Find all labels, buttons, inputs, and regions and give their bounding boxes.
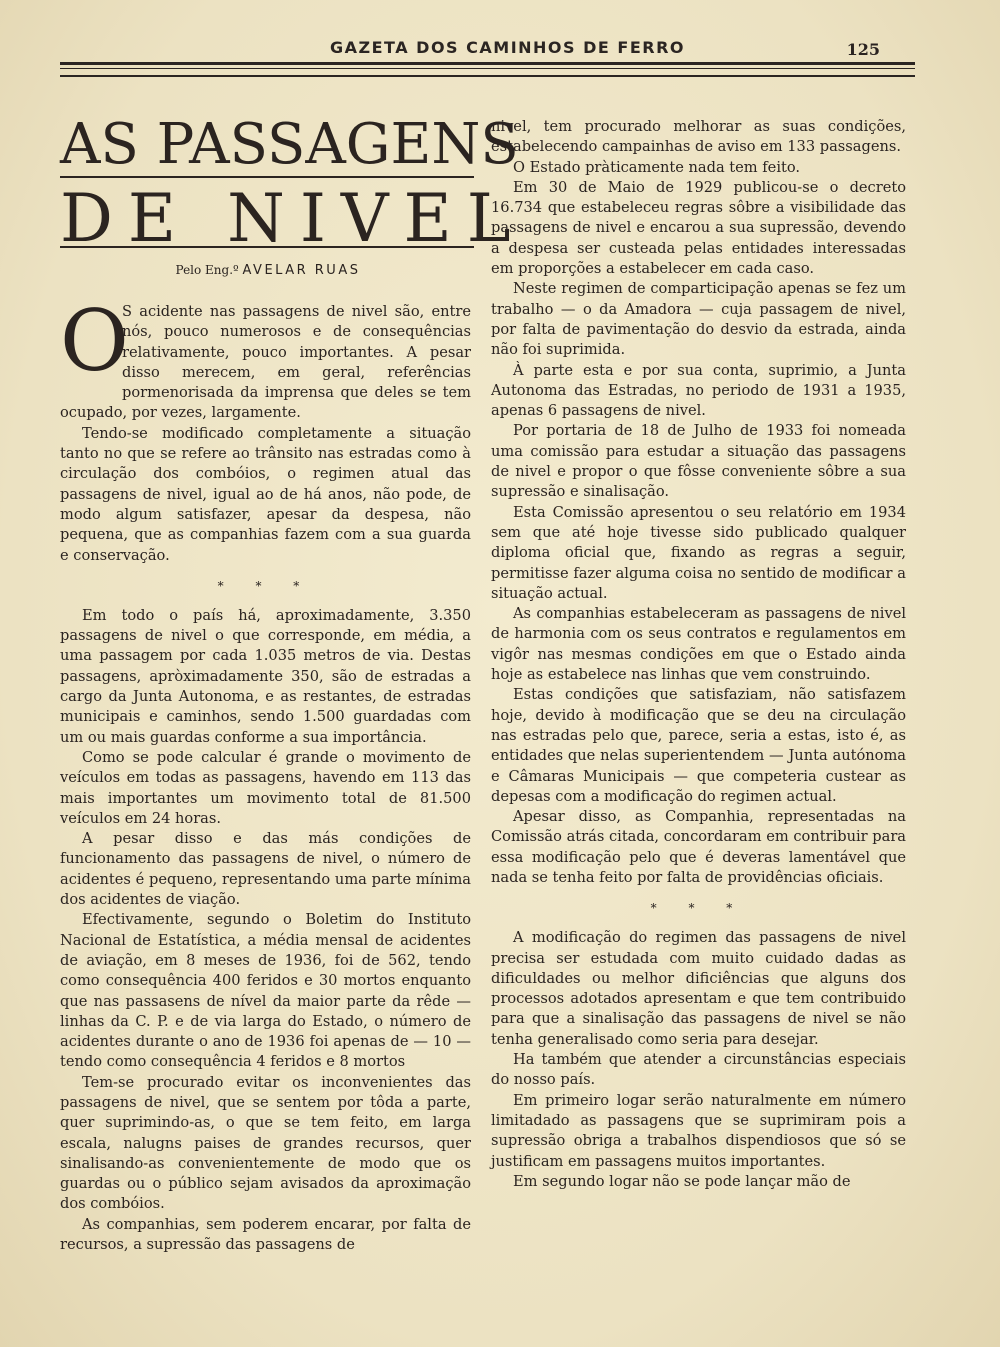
drop-cap: O — [60, 292, 129, 390]
title-underline-2 — [60, 246, 474, 248]
paragraph: Como se pode calcular é grande o movimento de veículos em todas as passagens, havendo em 113 das mais importantes um movimento total de 81.500 veículos em 24 horas. — [60, 748, 471, 827]
article-title-line-1: AS PASSAGENS — [60, 112, 519, 177]
article-title-line-2: DE NIVEL — [60, 180, 526, 257]
paragraph: Tendo-se modificado completamente a situação tanto no que se refere ao trânsito nas estradas como à circulação dos combóios, o regimen atual das passagens de nivel, igual ao de há anos, não pode, de modo algum satisfazer, apesar da despesa, não pequena, que as companhias fazem com a sua guarda e conservação. — [60, 424, 471, 564]
right-column — [491, 117, 906, 1192]
paragraph: Tem-se procurado evitar os inconvenientes das passagens de nivel, que se sentem por tôda a parte, quer suprimindo-as, o que se tem feito, em larga escala, nalugns paises de grandes recursos, quer sinalisando-as convenientemente de modo que os guardas ou o público sejam avisados da aproximação dos combóios. — [60, 1073, 471, 1213]
paragraph: Esta Comissão apresentou o seu relatório em 1934 sem que até hoje tivesse sido publicado qualquer diploma oficial que, fixando as regras a seguir, permitisse fazer alguma coisa no sentido de modificar a situação actual. — [491, 503, 906, 602]
header-rule — [60, 62, 915, 77]
paragraph: A pesar disso e das más condições de funcionamento das passagens de nivel, o número de acidentes é pequeno, representando uma parte mínima dos acidentes de viação. — [60, 830, 471, 909]
section-separator: * * * — [650, 901, 747, 916]
title-underline-1 — [60, 176, 474, 178]
paragraph: Estas condições que satisfaziam, não satisfazem hoje, devido à modificação que se deu na circulação nas estradas pelo que, parece, seria a estas, isto é, as entidades que nelas superientendem — Junta autónoma e Câmaras Municipais — que competeria custear as depesas com a modificação do regimen actual. — [491, 686, 906, 805]
paragraph: Neste regimen de comparticipação apenas se fez um trabalho — o da Amadora — cuja passagem de nivel, por falta de pavimentação do desvio da estrada, ainda não foi suprimida. — [491, 280, 906, 359]
byline-prefix: Pelo Eng.º — [175, 263, 239, 277]
paragraph: Em 30 de Maio de 1929 publicou-se o decreto 16.734 que estabeleceu regras sôbre a visibilidade das passagens de nivel e encarou a sua supressão, devendo a despesa ser custeada pelas entidades interessadas em proporções a estabelecer em cada caso. — [491, 178, 906, 278]
paragraph: As companhias estabeleceram as passagens de nivel de harmonia com os seus contratos e regulamentos em vigôr nas mesmas condições em que o Estado ainda hoje as estabelece nas linhas que vem construindo. — [491, 605, 906, 684]
page-number: 125 — [846, 40, 880, 59]
paragraph: Em primeiro logar serão naturalmente em número limitadado as passagens que se suprimiram pois a supressão obriga a trabalhos dispendiosos que só se justificam em passagens muitos importantes. — [491, 1091, 906, 1170]
paragraph: As companhias, sem poderem encarar, por falta de recursos, a supressão das passagens de — [60, 1215, 471, 1254]
paragraph: À parte esta e por sua conta, suprimio, a Junta Autonoma das Estradas, no periodo de 1931 a 1935, apenas 6 passagens de nivel. — [491, 361, 906, 420]
journal-title: GAZETA DOS CAMINHOS DE FERRO — [330, 38, 686, 57]
byline — [60, 263, 476, 278]
paragraph: O Estado pràticamente nada tem feito. — [513, 158, 801, 176]
paragraph: O S acidente nas passagens de nivel são, entre nós, pouco numerosos e de consequências relativamente, pouco importantes. A pesar disso merecem, em geral, referências pormenorisada da imprensa que deles se tem ocupado, por vezes, largamente. — [60, 292, 471, 422]
paragraph: Apesar disso, as Companhia, representadas na Comissão atrás citada, concordaram em contribuir para essa modificação pelo que é deveras lamentável que nada se tenha feito por falta de providências oficiais. — [491, 808, 906, 886]
paragraph: Em segundo logar não se pode lançar mão de — [513, 1172, 851, 1190]
section-separator: * * * — [217, 578, 314, 593]
left-column — [60, 292, 471, 1255]
paragraph: Por portaria de 18 de Julho de 1933 foi nomeada uma comissão para estudar a situação das passagens de nivel e propor o que fôsse conveniente sôbre a sua supressão e sinalisação. — [491, 422, 906, 501]
paragraph: Em todo o país há, aproximadamente, 3.350 passagens de nivel o que corresponde, em média, a uma passagem por cada 1.035 metros de via. Destas passagens, apròximadamente 350, são de estradas a cargo da Junta Autonoma, e as restantes, de estradas municipais e caminhos, sendo 1.500 guardadas com um ou mais guardas conforme a sua importância. — [60, 606, 471, 746]
running-head — [60, 38, 910, 60]
paragraph: Ha também que atender a circunstâncias especiais do nosso país. — [491, 1051, 906, 1089]
author-name: AVELAR RUAS — [242, 263, 361, 278]
paragraph: Efectivamente, segundo o Boletim do Instituto Nacional de Estatística, a média mensal de acidentes de aviação, em 8 meses de 1936, foi de 562, tendo como consequência 400 feridos e 30 mortos enquanto que nas passasens de nível da maior parte da rêde — linhas da C. P. e de via larga do Estado, o número de acidentes durante o ano de 1936 foi apenas de — 10 — tendo como consequência 4 feridos e 8 mortos — [60, 911, 471, 1071]
paragraph: A modificação do regimen das passagens de nivel precisa ser estudada com muito cuidado dadas as dificuldades ou melhor dificiências que alguns dos processos adotados apresentam e que tem contribuido para que a sinalisação das passagens de nivel se não tenha generalisado como seria para desejar. — [491, 929, 906, 1048]
paragraph: nivel, tem procurado melhorar as suas condições, estabelecendo campainhas de aviso em 133 passagens. — [491, 118, 906, 156]
